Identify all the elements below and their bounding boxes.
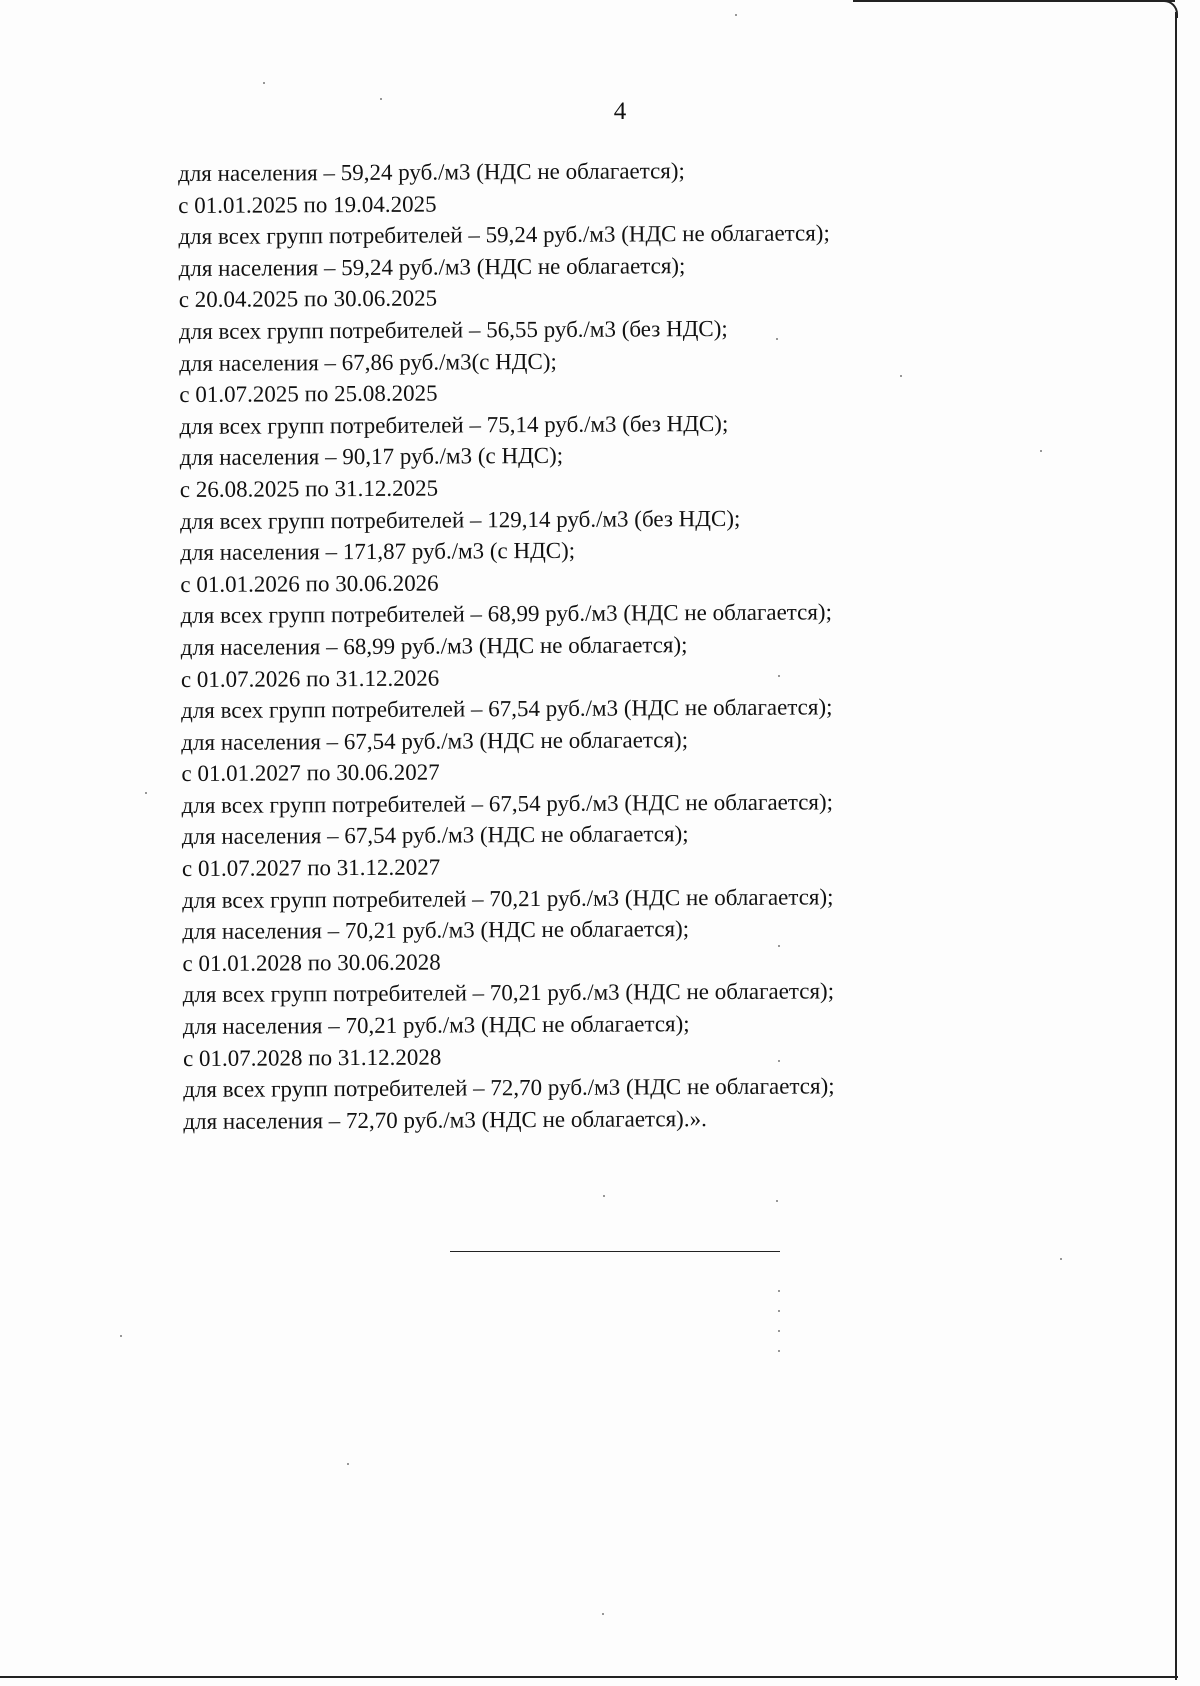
- page-bottom-edge: [0, 1676, 1178, 1678]
- text-line: для всех групп потребителей – 68,99 руб./м3 (НДС не облагается);: [180, 599, 833, 629]
- closing-rule: [450, 1251, 780, 1252]
- text-line: для населения – 67,54 руб./м3 (НДС не облагается);: [181, 821, 689, 850]
- text-line: для населения – 90,17 руб./м3 (с НДС);: [179, 443, 564, 471]
- scan-speck: [778, 945, 780, 947]
- scan-speck: [347, 1463, 349, 1465]
- scan-speck: [778, 1290, 780, 1292]
- text-line: с 01.01.2025 по 19.04.2025: [178, 191, 437, 218]
- text-line: с 01.07.2028 по 31.12.2028: [182, 1044, 442, 1071]
- text-line: для всех групп потребителей – 70,21 руб./м3 (НДС не облагается);: [182, 884, 834, 913]
- scan-speck: [380, 98, 382, 100]
- tariff-text-block: [178, 154, 923, 1138]
- text-line: для населения – 67,54 руб./м3 (НДС не облагается);: [181, 726, 689, 755]
- scan-speck: [778, 1330, 780, 1332]
- text-line: для всех групп потребителей – 59,24 руб./м3 (НДС не облагается);: [178, 220, 830, 250]
- scan-speck: [778, 1350, 780, 1352]
- text-line: для всех групп потребителей – 56,55 руб./м3 (без НДС);: [178, 315, 728, 344]
- text-line: для населения – 67,86 руб./м3(с НДС);: [179, 348, 557, 376]
- text-line: для всех групп потребителей – 67,54 руб./м3 (НДС не облагается);: [181, 694, 833, 724]
- text-line: для населения – 68,99 руб./м3 (НДС не облагается);: [180, 632, 688, 660]
- text-line: с 20.04.2025 по 30.06.2025: [178, 285, 438, 313]
- text-line: для всех групп потребителей – 72,70 руб./м3 (НДС не облагается);: [183, 1073, 835, 1103]
- page-right-edge: [1175, 12, 1177, 1680]
- text-line: с 01.07.2026 по 31.12.2026: [180, 665, 440, 692]
- text-line: с 01.07.2027 по 31.12.2027: [181, 854, 441, 882]
- text-line: для всех групп потребителей – 75,14 руб./м3 (без НДС);: [179, 410, 729, 439]
- scan-speck: [263, 82, 265, 84]
- scan-speck: [603, 1195, 605, 1197]
- text-line: с 01.01.2026 по 30.06.2026: [180, 570, 439, 597]
- text-line: для населения – 72,70 руб./м3 (НДС не облагается).».: [183, 1105, 707, 1134]
- text-line: для населения – 70,21 руб./м3 (НДС не облагается);: [182, 916, 690, 945]
- text-line: для населения – 59,24 руб./м3 (НДС не облагается);: [178, 252, 686, 281]
- text-line: с 01.01.2028 по 30.06.2028: [182, 949, 441, 976]
- scan-speck: [900, 375, 902, 377]
- scan-speck: [778, 1310, 780, 1312]
- scan-speck: [145, 792, 147, 794]
- scan-speck: [1040, 450, 1042, 452]
- text-line: с 26.08.2025 по 31.12.2025: [179, 475, 439, 502]
- text-line: для всех групп потребителей – 67,54 руб./м3 (НДС не облагается);: [181, 789, 834, 818]
- scan-speck: [778, 1060, 780, 1062]
- page-top-edge: [853, 0, 1175, 2]
- text-line: с 01.01.2027 по 30.06.2027: [181, 759, 440, 787]
- text-line: для населения – 171,87 руб./м3 (с НДС);: [180, 537, 576, 566]
- scan-speck: [1060, 1258, 1062, 1260]
- text-line: для всех групп потребителей – 129,14 руб./м3 (без НДС);: [179, 505, 741, 534]
- scan-speck: [120, 1335, 122, 1337]
- text-line: для населения – 59,24 руб./м3 (НДС не облагается);: [178, 158, 685, 186]
- text-line: с 01.07.2025 по 25.08.2025: [179, 380, 438, 408]
- scan-speck: [778, 675, 780, 677]
- scan-speck: [776, 1200, 778, 1202]
- scan-speck: [776, 338, 778, 340]
- scan-speck: [602, 1613, 604, 1615]
- text-line: для всех групп потребителей – 70,21 руб./м3 (НДС не облагается);: [182, 978, 835, 1008]
- scan-speck: [735, 14, 737, 16]
- page-number: 4: [613, 98, 627, 125]
- text-line: для населения – 70,21 руб./м3 (НДС не облагается);: [182, 1011, 690, 1040]
